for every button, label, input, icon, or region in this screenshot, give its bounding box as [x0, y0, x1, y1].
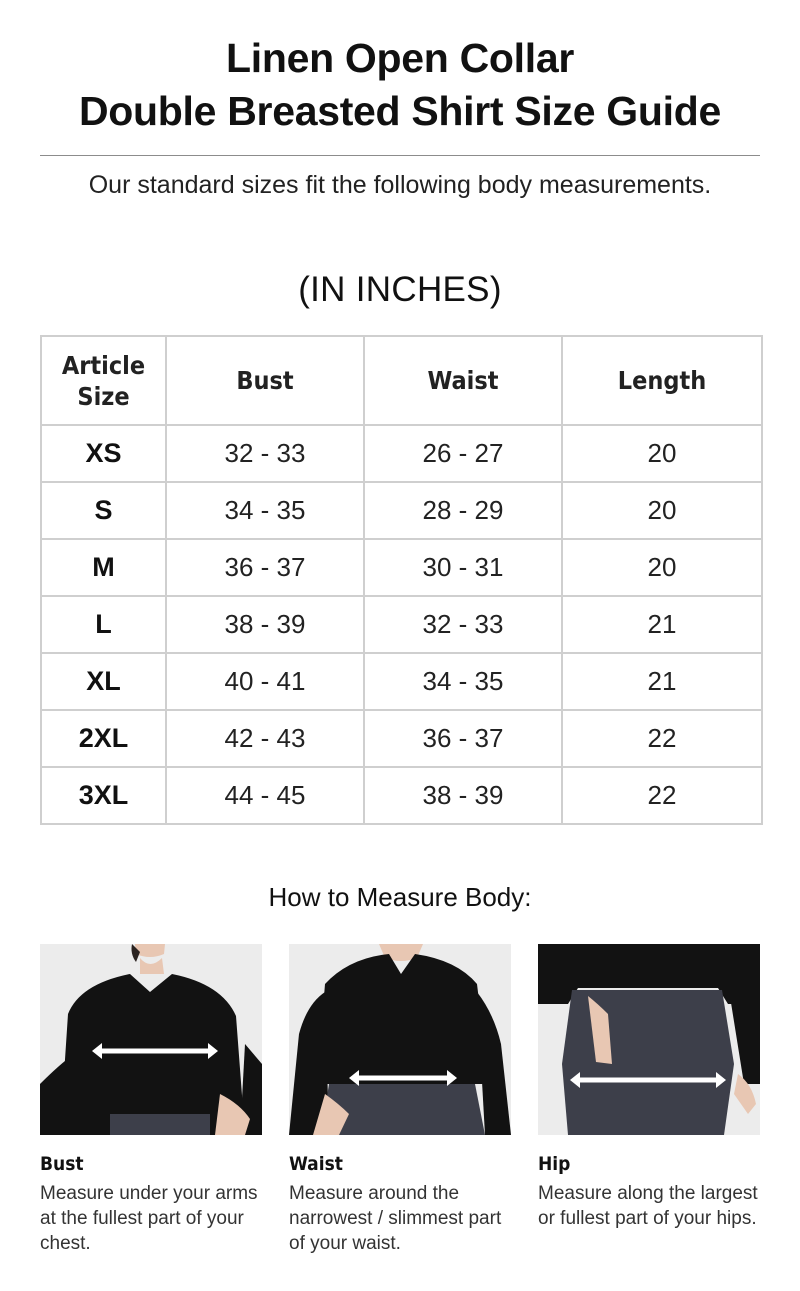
waist-cell: 28 - 29 [364, 482, 562, 539]
how-to-measure-heading: How to Measure Body: [268, 882, 532, 912]
bust-illustration [40, 944, 262, 1135]
size-cell: XL [41, 653, 166, 710]
length-cell: 20 [562, 539, 762, 596]
page-title [0, 32, 800, 138]
measure-card-waist [289, 944, 511, 1256]
table-row [41, 767, 762, 824]
waist-cell: 26 - 27 [364, 425, 562, 482]
table-header-row [41, 336, 762, 425]
measure-card-hip [538, 944, 760, 1231]
bust-cell: 40 - 41 [166, 653, 364, 710]
waist-cell: 32 - 33 [364, 596, 562, 653]
table-row [41, 539, 762, 596]
hip-description: Measure along the largest or fullest part of your hips. [538, 1183, 758, 1229]
waist-cell: 36 - 37 [364, 710, 562, 767]
bust-cell: 36 - 37 [166, 539, 364, 596]
bust-cell: 44 - 45 [166, 767, 364, 824]
waist-cell: 30 - 31 [364, 539, 562, 596]
hip-photo [538, 944, 760, 1135]
title-line-2: Double Breasted Shirt Size Guide [79, 88, 721, 134]
size-cell: M [41, 539, 166, 596]
waist-description: Measure around the narrowest / slimmest part of your waist. [289, 1183, 502, 1254]
measure-card-bust [40, 944, 262, 1256]
bust-cell: 42 - 43 [166, 710, 364, 767]
table-row [41, 653, 762, 710]
table-row [41, 596, 762, 653]
waist-cell: 38 - 39 [364, 767, 562, 824]
hip-title: Hip [538, 1153, 571, 1175]
size-cell: S [41, 482, 166, 539]
size-chart-table [40, 335, 763, 825]
size-cell: 3XL [41, 767, 166, 824]
length-cell: 21 [562, 653, 762, 710]
size-cell: L [41, 596, 166, 653]
bust-cell: 32 - 33 [166, 425, 364, 482]
title-line-1: Linen Open Collar [226, 35, 574, 81]
length-cell: 22 [562, 710, 762, 767]
length-cell: 20 [562, 425, 762, 482]
hip-illustration [538, 944, 760, 1135]
bust-cell: 38 - 39 [166, 596, 364, 653]
header-length: Length [562, 336, 762, 425]
header-article-size [41, 336, 166, 425]
header-bust: Bust [166, 336, 364, 425]
bust-title: Bust [40, 1153, 84, 1175]
units-label: (IN INCHES) [298, 270, 502, 309]
title-divider [40, 155, 760, 156]
table-row [41, 425, 762, 482]
size-cell: XS [41, 425, 166, 482]
length-cell: 22 [562, 767, 762, 824]
length-cell: 20 [562, 482, 762, 539]
bust-cell: 34 - 35 [166, 482, 364, 539]
subtitle: Our standard sizes fit the following body measurements. [88, 171, 712, 199]
waist-photo [289, 944, 511, 1135]
bust-description: Measure under your arms at the fullest part of your chest. [40, 1183, 258, 1254]
table-row [41, 482, 762, 539]
header-waist: Waist [364, 336, 562, 425]
waist-illustration [289, 944, 511, 1135]
waist-title: Waist [289, 1153, 343, 1175]
table-row [41, 710, 762, 767]
bust-photo [40, 944, 262, 1135]
header-article-size-label: Article Size [61, 350, 146, 411]
waist-cell: 34 - 35 [364, 653, 562, 710]
size-cell: 2XL [41, 710, 166, 767]
length-cell: 21 [562, 596, 762, 653]
